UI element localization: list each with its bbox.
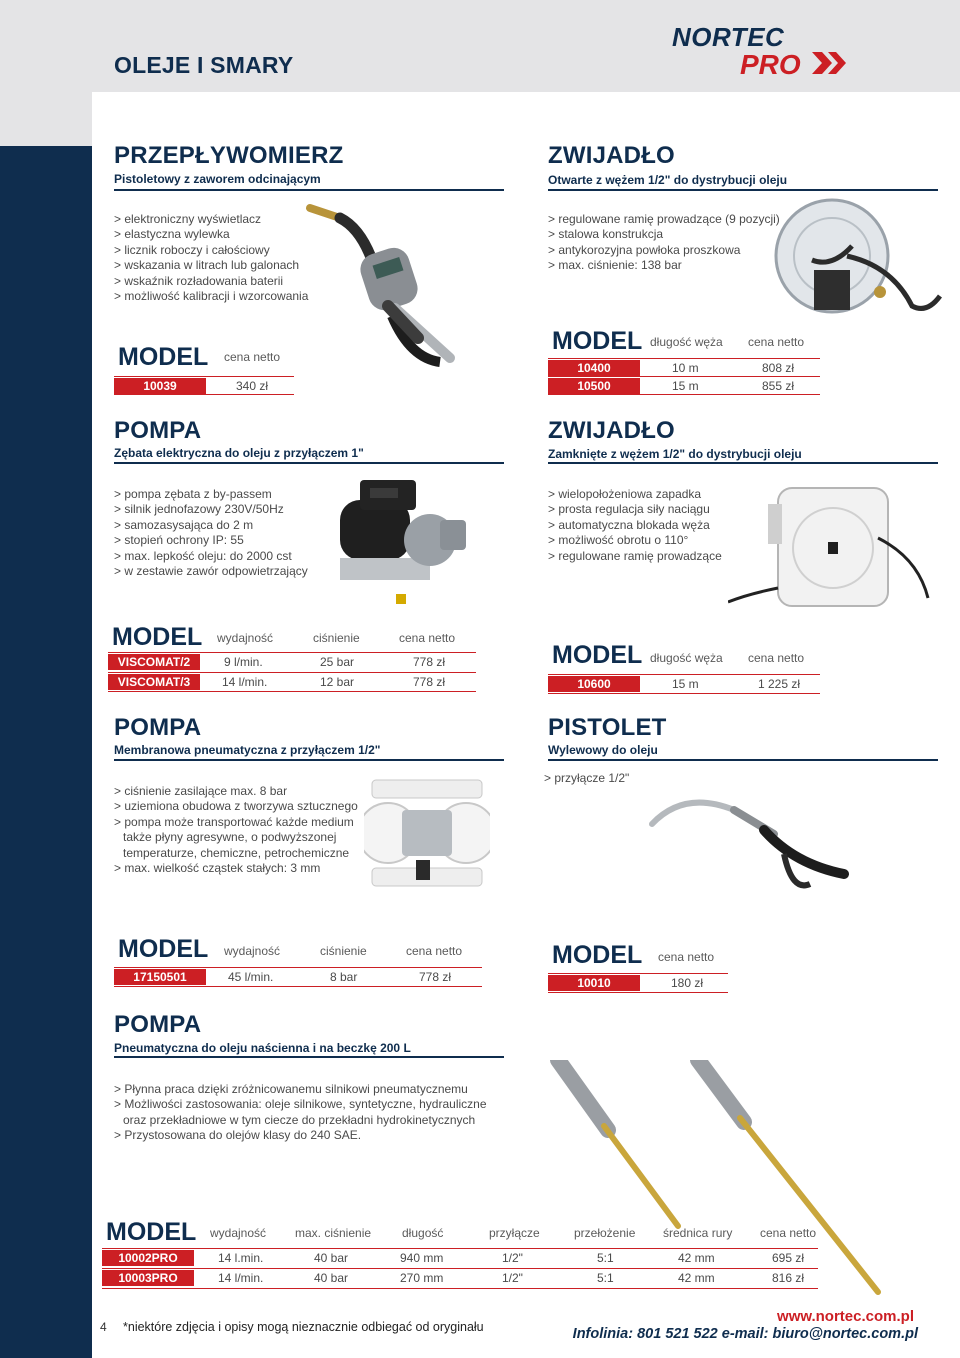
feature-item: oraz przekładniowe w tym ciecze do przekładni hydrokinetycznych [123, 1112, 476, 1127]
gear-pump-code-1: VISCOMAT/2 [108, 654, 200, 670]
feature-item: > elastyczna wylewka [114, 227, 230, 242]
flowmeter-row-rule-bottom [114, 394, 294, 395]
gear-pump-price-2: 778 zł [413, 675, 446, 689]
feature-item: > wskaźnik rozładowania baterii [114, 273, 284, 288]
nortec-pro-logo [670, 22, 852, 78]
barrel-pump-price-1: 695 zł [772, 1251, 805, 1265]
logo-pro-text: PRO [740, 49, 801, 78]
gear-pump-title: POMPA [114, 417, 202, 444]
reel-open-code-2: 10500 [548, 378, 640, 394]
feature-item: > regulowane ramię prowadzące (9 pozycji) [548, 212, 780, 226]
flowmeter-title: PRZEPŁYWOMIERZ [114, 142, 344, 169]
gear-pump-code-2: VISCOMAT/3 [108, 674, 200, 690]
feature-item: > pompa zębata z by-passem [114, 487, 272, 501]
feature-item: także płyny agresywne, o podwyższonej [123, 830, 337, 845]
reel-open-features [548, 212, 780, 274]
feature-item: > max. ciśnienie: 138 bar [548, 258, 682, 273]
diaphragm-pump-title: POMPA [114, 714, 202, 741]
reel-open-length-2: 15 m [672, 379, 699, 393]
reel-closed-row-rule [548, 674, 820, 675]
reel-closed-col-length: długość węża [650, 651, 723, 665]
barrel-pump-ratio-1: 5:1 [597, 1251, 614, 1265]
barrel-pump-col-ratio: przełożenie [574, 1226, 636, 1240]
diaphragm-pump-rule [114, 759, 504, 761]
flowmeter-row-rule [114, 376, 294, 377]
barrel-pump-flow-2: 14 l/min. [218, 1271, 264, 1285]
barrel-pump-col-price: cena netto [760, 1226, 817, 1240]
barrel-pump-col-flow: wydajność [210, 1226, 267, 1240]
feature-item: > max. lepkość oleju: do 2000 cst [114, 548, 292, 563]
flowmeter-subtitle: Pistoletowy z zaworem odcinającym [114, 172, 321, 186]
barrel-pump-code-1: 10002PRO [102, 1250, 194, 1266]
gear-pump-rule [114, 462, 504, 464]
reel-closed-row-rule-bottom [548, 693, 820, 694]
diaphragm-pump-col-flow: wydajność [224, 944, 281, 958]
reel-open-row-rule [548, 358, 820, 359]
flowmeter-price: 340 zł [236, 379, 269, 393]
nozzle-rule [548, 759, 938, 761]
barrel-pump-col-pressure: max. ciśnienie [295, 1226, 372, 1240]
reel-open-price-1: 808 zł [762, 361, 795, 375]
page-title: OLEJE I SMARY [114, 52, 294, 78]
reel-closed-rule [548, 462, 938, 464]
feature-item: > wskazania w litrach lub galonach [114, 258, 300, 273]
feature-item: > Przystosowana do olejów klasy do 240 SAE. [114, 1128, 362, 1143]
barrel-pump-diameter-1: 42 mm [678, 1251, 715, 1265]
barrel-pump-connection-2: 1/2" [502, 1271, 523, 1285]
nozzle-row-rule-bottom [548, 992, 728, 993]
barrel-pump-pressure-2: 40 bar [314, 1271, 349, 1285]
reel-open-title: ZWIJADŁO [548, 142, 675, 169]
feature-item: > w zestawie zawór odpowietrzający [114, 564, 308, 579]
reel-closed-subtitle: Zamknięte z wężem 1/2" do dystrybucji oleju [548, 447, 802, 461]
reel-open-rule [548, 189, 938, 191]
barrel-pump-ratio-2: 5:1 [597, 1271, 614, 1285]
reel-open-code-1: 10400 [548, 360, 640, 376]
diaphragm-pump-model-label: MODEL [118, 935, 209, 963]
diaphragm-pump-row-rule-bottom [114, 986, 482, 987]
feature-item: > Płynna praca dzięki zróżnicowanemu silnikowi pneumatycznemu [114, 1082, 468, 1096]
barrel-pump-row-rule-2 [102, 1268, 818, 1269]
feature-item: > silnik jednofazowy 230V/50Hz [114, 502, 284, 517]
barrel-pump-subtitle: Pneumatyczna do oleju naścienna i na beczkę 200 L [114, 1041, 411, 1055]
reel-open-price-2: 855 zł [762, 379, 795, 393]
reel-open-model-label: MODEL [552, 327, 643, 355]
diaphragm-pump-photo [364, 770, 490, 896]
feature-item: > możliwość obrotu o 110° [548, 533, 689, 548]
feature-item: > przyłącze 1/2" [544, 771, 630, 785]
gear-pump-flow-2: 14 l/min. [222, 675, 268, 689]
feature-item: > antykorozyjna powłoka proszkowa [548, 242, 741, 257]
nozzle-photo [644, 784, 854, 900]
footnote: *niektóre zdjęcia i opisy mogą nieznacznie odbiegać od oryginału [123, 1320, 484, 1334]
barrel-pump-col-diameter: średnica rury [663, 1226, 733, 1240]
reel-closed-features [548, 487, 722, 564]
gear-pump-price-1: 778 zł [413, 655, 446, 669]
nozzle-code-1: 10010 [548, 975, 640, 991]
flowmeter-col-price: cena netto [224, 350, 281, 364]
sidebar-header-band [0, 0, 92, 146]
diaphragm-pump-features [114, 784, 358, 876]
feature-item: > ciśnienie zasilające max. 8 bar [114, 784, 288, 798]
diaphragm-pump-flow-1: 45 l/min. [228, 970, 274, 984]
barrel-pump-col-connection: przyłącze [489, 1226, 540, 1240]
nozzle-subtitle: Wylewowy do oleju [548, 743, 658, 757]
barrel-pump-row-rule-bottom [102, 1288, 818, 1289]
flowmeter-features [114, 212, 308, 304]
barrel-pump-row-rule [102, 1248, 818, 1249]
reel-open-col-price: cena netto [748, 335, 805, 349]
open-reel-photo [752, 196, 942, 318]
nozzle-row-rule [548, 973, 728, 974]
gear-pump-col-flow: wydajność [217, 631, 274, 645]
barrel-pump-title: POMPA [114, 1011, 202, 1038]
gear-pump-row-rule-bottom [108, 691, 476, 692]
feature-item: > Możliwości zastosowania: oleje silnikowe, syntetyczne, hydrauliczne [114, 1097, 487, 1112]
feature-item: > wielopołożeniowa zapadka [548, 487, 702, 501]
barrel-pump-length-1: 940 mm [400, 1251, 444, 1265]
reel-closed-title: ZWIJADŁO [548, 417, 675, 444]
barrel-pump-connection-1: 1/2" [502, 1251, 523, 1265]
diaphragm-pump-price-1: 778 zł [419, 970, 452, 984]
feature-item: > możliwość kalibracji i wzorcowania [114, 289, 309, 304]
logo-chevron-1 [812, 52, 832, 74]
diaphragm-pump-subtitle: Membranowa pneumatyczna z przyłączem 1/2" [114, 743, 381, 757]
feature-item: > uziemiona obudowa z tworzywa sztucznego [114, 799, 358, 814]
feature-item: > automatyczna blokada węża [548, 517, 710, 532]
website-link[interactable]: www.nortec.com.pl [777, 1308, 914, 1325]
gear-pump-subtitle: Zębata elektryczna do oleju z przyłączem 1" [114, 446, 364, 460]
barrel-pump-price-2: 816 zł [772, 1271, 805, 1285]
barrel-pump-col-length: długość [402, 1226, 444, 1240]
gear-pump-flow-1: 9 l/min. [224, 655, 263, 669]
gear-pump-pressure-1: 25 bar [320, 655, 355, 669]
gear-pump-col-pressure: ciśnienie [313, 631, 360, 645]
reel-open-col-length: długość węża [650, 335, 723, 349]
flowmeter-model-label: MODEL [118, 343, 209, 371]
barrel-pump-diameter-2: 42 mm [678, 1271, 715, 1285]
barrel-pump-pressure-1: 40 bar [314, 1251, 349, 1265]
nozzle-model-label: MODEL [552, 941, 643, 969]
logo-nortec-text: NORTEC [672, 22, 785, 52]
nozzle-price-1: 180 zł [671, 976, 704, 990]
nozzle-title: PISTOLET [548, 714, 667, 741]
reel-closed-model-label: MODEL [552, 641, 643, 669]
barrel-pump-model-label: MODEL [106, 1218, 197, 1246]
feature-item: > licznik roboczy i całościowy [114, 242, 270, 257]
gear-pump-pressure-2: 12 bar [320, 675, 355, 689]
feature-item: > prosta regulacja siły naciągu [548, 502, 710, 517]
feature-item: > stopień ochrony IP: 55 [114, 533, 244, 548]
flowmeter-model-code: 10039 [114, 378, 206, 394]
gear-pump-row-rule-2 [108, 672, 476, 673]
feature-item: > stalowa konstrukcja [548, 227, 664, 242]
feature-item: > regulowane ramię prowadzące [548, 548, 722, 563]
reel-open-length-1: 10 m [672, 361, 699, 375]
left-sidebar-stripe [0, 0, 92, 1358]
reel-closed-col-price: cena netto [748, 651, 805, 665]
flowmeter-photo [300, 198, 470, 378]
page-number: 4 [100, 1320, 107, 1334]
flowmeter-rule [114, 189, 504, 191]
diaphragm-pump-code-1: 17150501 [114, 969, 206, 985]
barrel-pump-flow-1: 14 l.min. [218, 1251, 264, 1265]
reel-closed-price-1: 1 225 zł [758, 677, 801, 691]
gear-pump-photo [330, 470, 480, 610]
reel-open-row-rule-2 [548, 376, 820, 377]
closed-reel-photo [728, 478, 940, 612]
barrel-pump-code-2: 10003PRO [102, 1270, 194, 1286]
gear-pump-col-price: cena netto [399, 631, 456, 645]
reel-open-row-rule-bottom [548, 394, 820, 395]
gear-pump-features [114, 487, 308, 579]
feature-item: > samozasysająca do 2 m [114, 517, 254, 532]
feature-item: > max. wielkość cząstek stałych: 3 mm [114, 861, 321, 876]
feature-item: > elektroniczny wyświetlacz [114, 212, 262, 226]
gear-pump-row-rule [108, 652, 476, 653]
contact-info: Infolinia: 801 521 522 e-mail: biuro@nortec.com.pl [572, 1326, 918, 1342]
reel-closed-length-1: 15 m [672, 677, 699, 691]
nozzle-col-price: cena netto [658, 950, 715, 964]
barrel-pump-features [114, 1082, 487, 1144]
diaphragm-pump-pressure-1: 8 bar [330, 970, 358, 984]
reel-open-subtitle: Otwarte z wężem 1/2" do dystrybucji oleju [548, 173, 788, 187]
diaphragm-pump-col-price: cena netto [406, 944, 463, 958]
barrel-pump-length-2: 270 mm [400, 1271, 444, 1285]
nozzle-features [544, 771, 629, 786]
gear-pump-model-label: MODEL [112, 623, 203, 651]
reel-closed-code-1: 10600 [548, 676, 640, 692]
barrel-pump-rule [114, 1056, 504, 1058]
feature-item: > pompa może transportować każde medium [114, 814, 354, 829]
feature-item: temperaturze, chemiczne, petrochemiczne [123, 845, 350, 860]
diaphragm-pump-row-rule [114, 967, 482, 968]
diaphragm-pump-col-pressure: ciśnienie [320, 944, 367, 958]
